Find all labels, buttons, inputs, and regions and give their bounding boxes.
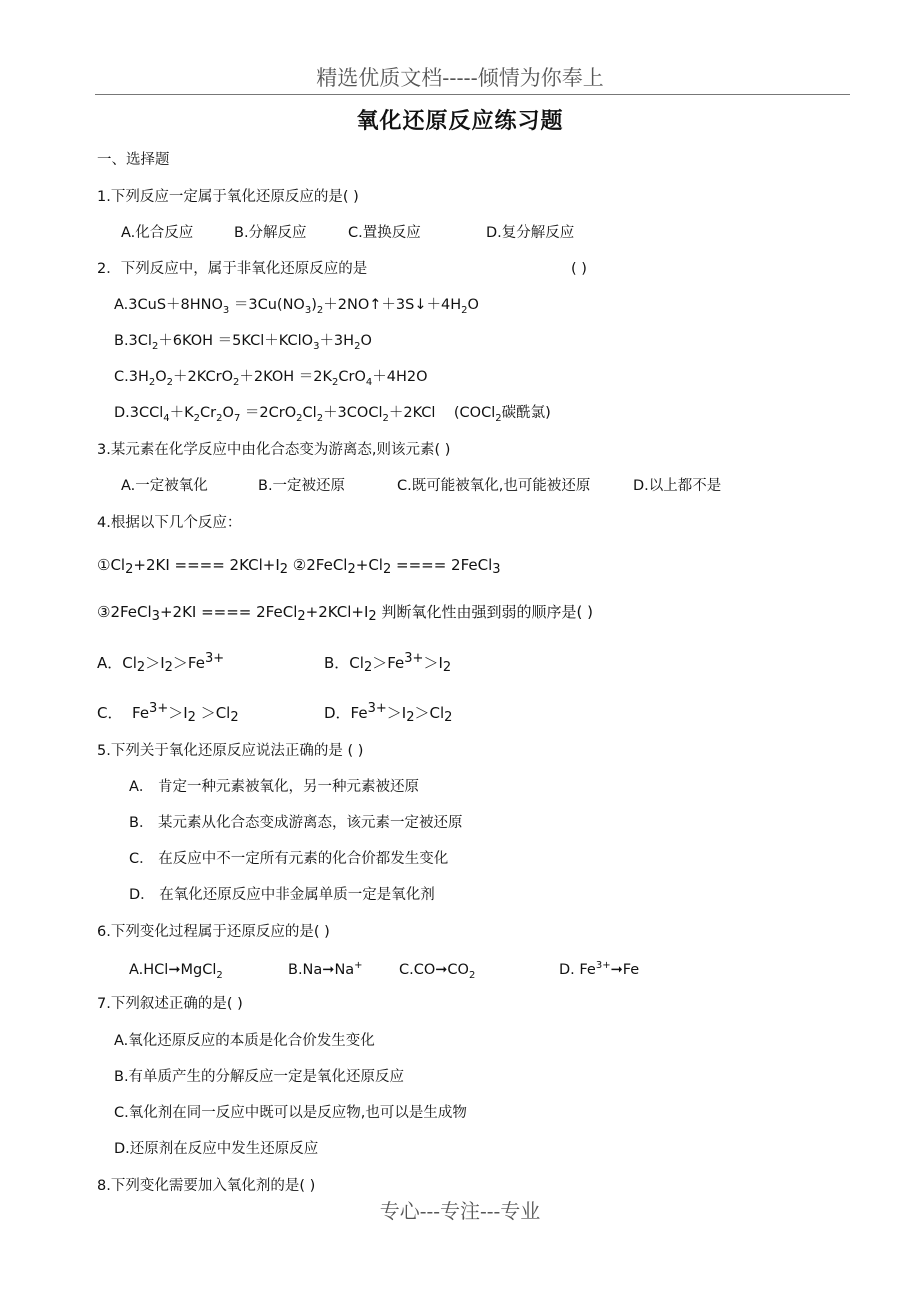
q4-option-c: C． $Fe^{3+}>I_2 >Cl_2$ [97,701,239,725]
q7-option-d: D.还原剂在反应中发生还原反应 [114,1141,319,1157]
header-divider [95,94,850,95]
q2-option-b: $B.3Cl_2+6KOH$ $=5KCl+KClO_3+3H_2O$ [114,333,372,352]
q1-option-b: B.分解反应 [234,225,307,241]
q5-stem: 5.下列关于氧化还原反应说法正确的是 ( ) [97,743,364,759]
q2-option-c: $C.3H_2O_2+2KCrO_2+2KOH =2K_2CrO_4+4H2O$ [114,369,428,388]
q3-option-c: C.既可能被氧化,也可能被还原 [397,478,591,494]
q4-reaction-3: ③2FeCl$_3$+2KI ==== $2FeCl_2+2KCl+I_2$ 判断氧化性由强到弱的顺序是( ) [97,603,593,624]
q8-stem: 8.下列变化需要加入氧化剂的是( ) [97,1178,316,1194]
q3-stem: 3.某元素在化学反应中由化合态变为游离态,则该元素( ) [97,442,451,458]
q6-option-b: B.Na➞Na+ [288,960,363,978]
q6-option-a: A.HCl➞MgCl$_2$ [129,962,223,981]
q2-stem: 2．下列反应中，属于非氧化还原反应的是 [97,261,368,277]
q2-option-a: $A.3CuS+8HNO_3$ $=3Cu(NO_3)_2+2NO↑+3S↓+4H_2O$ [114,297,479,316]
q4-option-d: D．$Fe^{3+}>I_2>Cl_2$ [324,701,453,725]
q7-option-c: C.氧化剂在同一反应中既可以是反应物,也可以是生成物 [114,1105,467,1121]
q1-option-c: C.置换反应 [348,225,421,241]
q4-reactions-1-2: $①Cl_2+2KI$ ==== $2KCl+I_2$ $②2FeCl_2+Cl_2$ ==== 2FeCl$_3$ [97,556,501,577]
q1-stem: 1.下列反应一定属于氧化还原反应的是( ) [97,189,359,205]
page-header: 精选优质文档-----倾情为你奉上 [316,66,604,90]
q4-option-b: B．$Cl_2>Fe^{3+}>I_2$ [324,651,452,675]
q5-option-a: A． 肯定一种元素被氧化，另一种元素被还原 [129,779,420,795]
q7-stem: 7.下列叙述正确的是( ) [97,996,243,1012]
q6-option-c: $C.CO➞CO_2$ [399,962,476,981]
q2-answer-paren: ( ) [571,261,587,277]
q4-option-a: A．$Cl_2>I_2>Fe^{3+}$ [97,651,225,675]
page-footer: 专心---专注---专业 [379,1199,541,1223]
q5-option-d: D． 在氧化还原反应中非金属单质一定是氧化剂 [129,887,435,903]
q6-option-d: D. $Fe^{3+}➞Fe$ [559,960,640,978]
q3-option-d: D.以上都不是 [633,478,722,494]
q6-stem: 6.下列变化过程属于还原反应的是( ) [97,924,330,940]
q7-option-a: A.氧化还原反应的本质是化合价发生变化 [114,1033,375,1049]
q3-option-b: B.一定被还原 [258,478,346,494]
q4-stem: 4.根据以下几个反应： [97,515,242,531]
q7-option-b: B.有单质产生的分解反应一定是氧化还原反应 [114,1069,405,1085]
section-heading: 一、选择题 [97,152,170,168]
q1-option-d: D.复分解反应 [486,225,575,241]
q5-option-c: C． 在反应中不一定所有元素的化合价都发生变化 [129,851,449,867]
q2-option-d: $D.3CCl_4+K_2Cr_2O_7$ $=2CrO_2Cl_2+3COCl_2+2KCl$ (COCl$_2$碳酰氯) [114,405,551,424]
q3-option-a: A.一定被氧化 [121,478,208,494]
page-title: 氧化还原反应练习题 [356,109,564,134]
q5-option-b: B． 某元素从化合态变成游离态，该元素一定被还原 [129,815,463,831]
q1-option-a: A.化合反应 [121,225,194,241]
q4-question: 判断氧化性由强到弱的顺序是( ) [381,603,593,621]
